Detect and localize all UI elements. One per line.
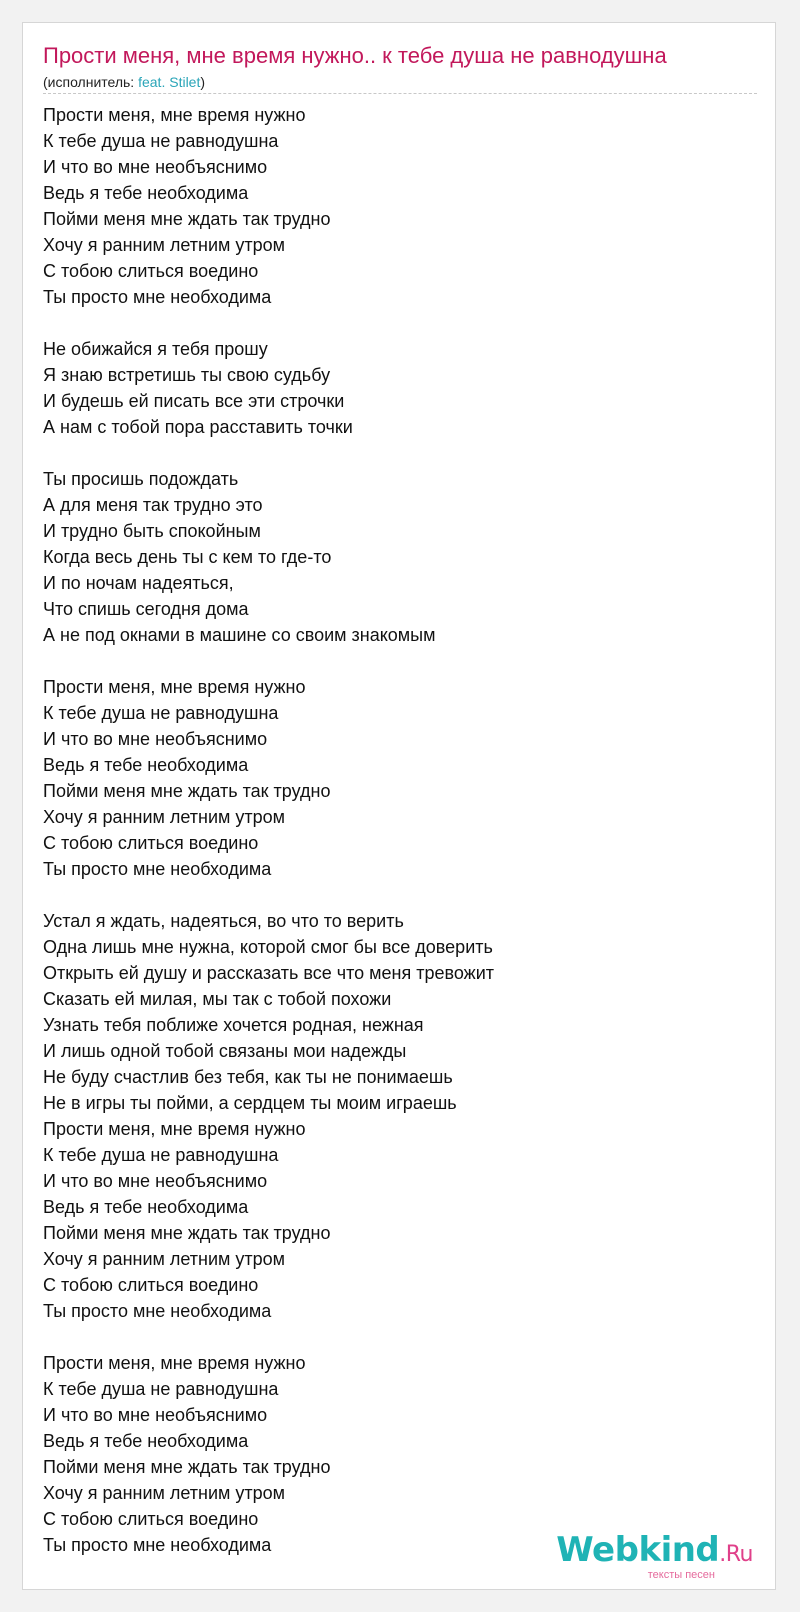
lyric-line: С тобою слиться воедино [43, 833, 259, 853]
lyric-line: А не под окнами в машине со своим знакомым [43, 625, 436, 645]
lyric-line: Ведь я тебе необходима [43, 755, 249, 775]
lyric-line: С тобою слиться воедино [43, 261, 259, 281]
lyric-line: Ведь я тебе необходима [43, 1431, 249, 1451]
lyric-line: А для меня так трудно это [43, 495, 263, 515]
lyric-line: Ты просишь подождать [43, 469, 239, 489]
site-logo[interactable] [556, 1532, 753, 1581]
logo-tagline: тексты песен [647, 1569, 715, 1581]
lyric-line: Ты просто мне необходима [43, 1301, 272, 1321]
lyric-line: Что спишь сегодня дома [43, 599, 249, 619]
lyric-line: С тобою слиться воедино [43, 1275, 259, 1295]
lyric-line: И что во мне необъяснимо [43, 157, 268, 177]
stanza-break [43, 648, 494, 674]
lyric-line: Хочу я ранним летним утром [43, 807, 286, 827]
lyric-line: К тебе душа не равнодушна [43, 1379, 279, 1399]
lyric-line: Прости меня, мне время нужно [43, 105, 306, 125]
lyric-line: К тебе душа не равнодушна [43, 703, 279, 723]
lyric-line: Ты просто мне необходима [43, 1535, 272, 1555]
artist-prefix: (исполнитель: [43, 74, 139, 90]
logo-name: Webkind [556, 1530, 720, 1570]
lyric-line: Пойми меня мне ждать так трудно [43, 1223, 331, 1243]
lyric-line: И будешь ей писать все эти строчки [43, 391, 345, 411]
lyric-line: Хочу я ранним летним утром [43, 235, 286, 255]
lyric-line: К тебе душа не равнодушна [43, 131, 279, 151]
lyric-line: Открыть ей душу и рассказать все что меня тревожит [43, 963, 495, 983]
lyric-line: Не обижайся я тебя прошу [43, 339, 268, 359]
stanza-break [43, 1324, 494, 1350]
song-title: Прости меня, мне время нужно.. к тебе душа не равнодушна [43, 43, 667, 68]
artist-line [43, 74, 205, 90]
lyric-line: Прости меня, мне время нужно [43, 1119, 306, 1139]
lyric-line: Хочу я ранним летним утром [43, 1249, 286, 1269]
lyrics-card [22, 22, 776, 1590]
lyric-line: Я знаю встретишь ты свою судьбу [43, 365, 331, 385]
lyric-line: А нам с тобой пора расставить точки [43, 417, 353, 437]
lyric-line: Одна лишь мне нужна, которой смог бы все доверить [43, 937, 493, 957]
lyric-line: Устал я ждать, надеяться, во что то верить [43, 911, 404, 931]
lyric-line: И трудно быть спокойным [43, 521, 261, 541]
lyric-line: И что во мне необъяснимо [43, 729, 268, 749]
lyric-line: Ты просто мне необходима [43, 287, 272, 307]
lyric-line: С тобою слиться воедино [43, 1509, 259, 1529]
lyric-line: Ведь я тебе необходима [43, 183, 249, 203]
lyric-line: Хочу я ранним летним утром [43, 1483, 286, 1503]
lyric-line: Ведь я тебе необходима [43, 1197, 249, 1217]
lyric-line: Пойми меня мне ждать так трудно [43, 1457, 331, 1477]
title-divider [43, 93, 757, 94]
lyric-line: К тебе душа не равнодушна [43, 1145, 279, 1165]
lyric-line: Прости меня, мне время нужно [43, 677, 306, 697]
lyric-line: Узнать тебя поближе хочется родная, нежная [43, 1015, 424, 1035]
stanza-break [43, 310, 494, 336]
lyric-line: Ты просто мне необходима [43, 859, 272, 879]
lyric-line: И по ночам надеяться, [43, 573, 234, 593]
artist-link[interactable]: feat. Stilet [138, 74, 201, 90]
lyric-line: Не в игры ты пойми, а сердцем ты моим играешь [43, 1093, 457, 1113]
lyric-line: Когда весь день ты с кем то где-то [43, 547, 332, 567]
stanza-break [43, 882, 494, 908]
lyric-line: Не буду счастлив без тебя, как ты не понимаешь [43, 1067, 453, 1087]
lyric-line: И лишь одной тобой связаны мои надежды [43, 1041, 407, 1061]
lyric-line: Сказать ей милая, мы так с тобой похожи [43, 989, 392, 1009]
lyrics-text [43, 102, 494, 1558]
lyric-line: Пойми меня мне ждать так трудно [43, 781, 331, 801]
stanza-break [43, 440, 494, 466]
lyric-line: И что во мне необъяснимо [43, 1405, 268, 1425]
lyric-line: Пойми меня мне ждать так трудно [43, 209, 331, 229]
lyric-line: И что во мне необъяснимо [43, 1171, 268, 1191]
artist-suffix: ) [200, 74, 206, 90]
logo-tld: .Ru [719, 1542, 753, 1567]
lyric-line: Прости меня, мне время нужно [43, 1353, 306, 1373]
